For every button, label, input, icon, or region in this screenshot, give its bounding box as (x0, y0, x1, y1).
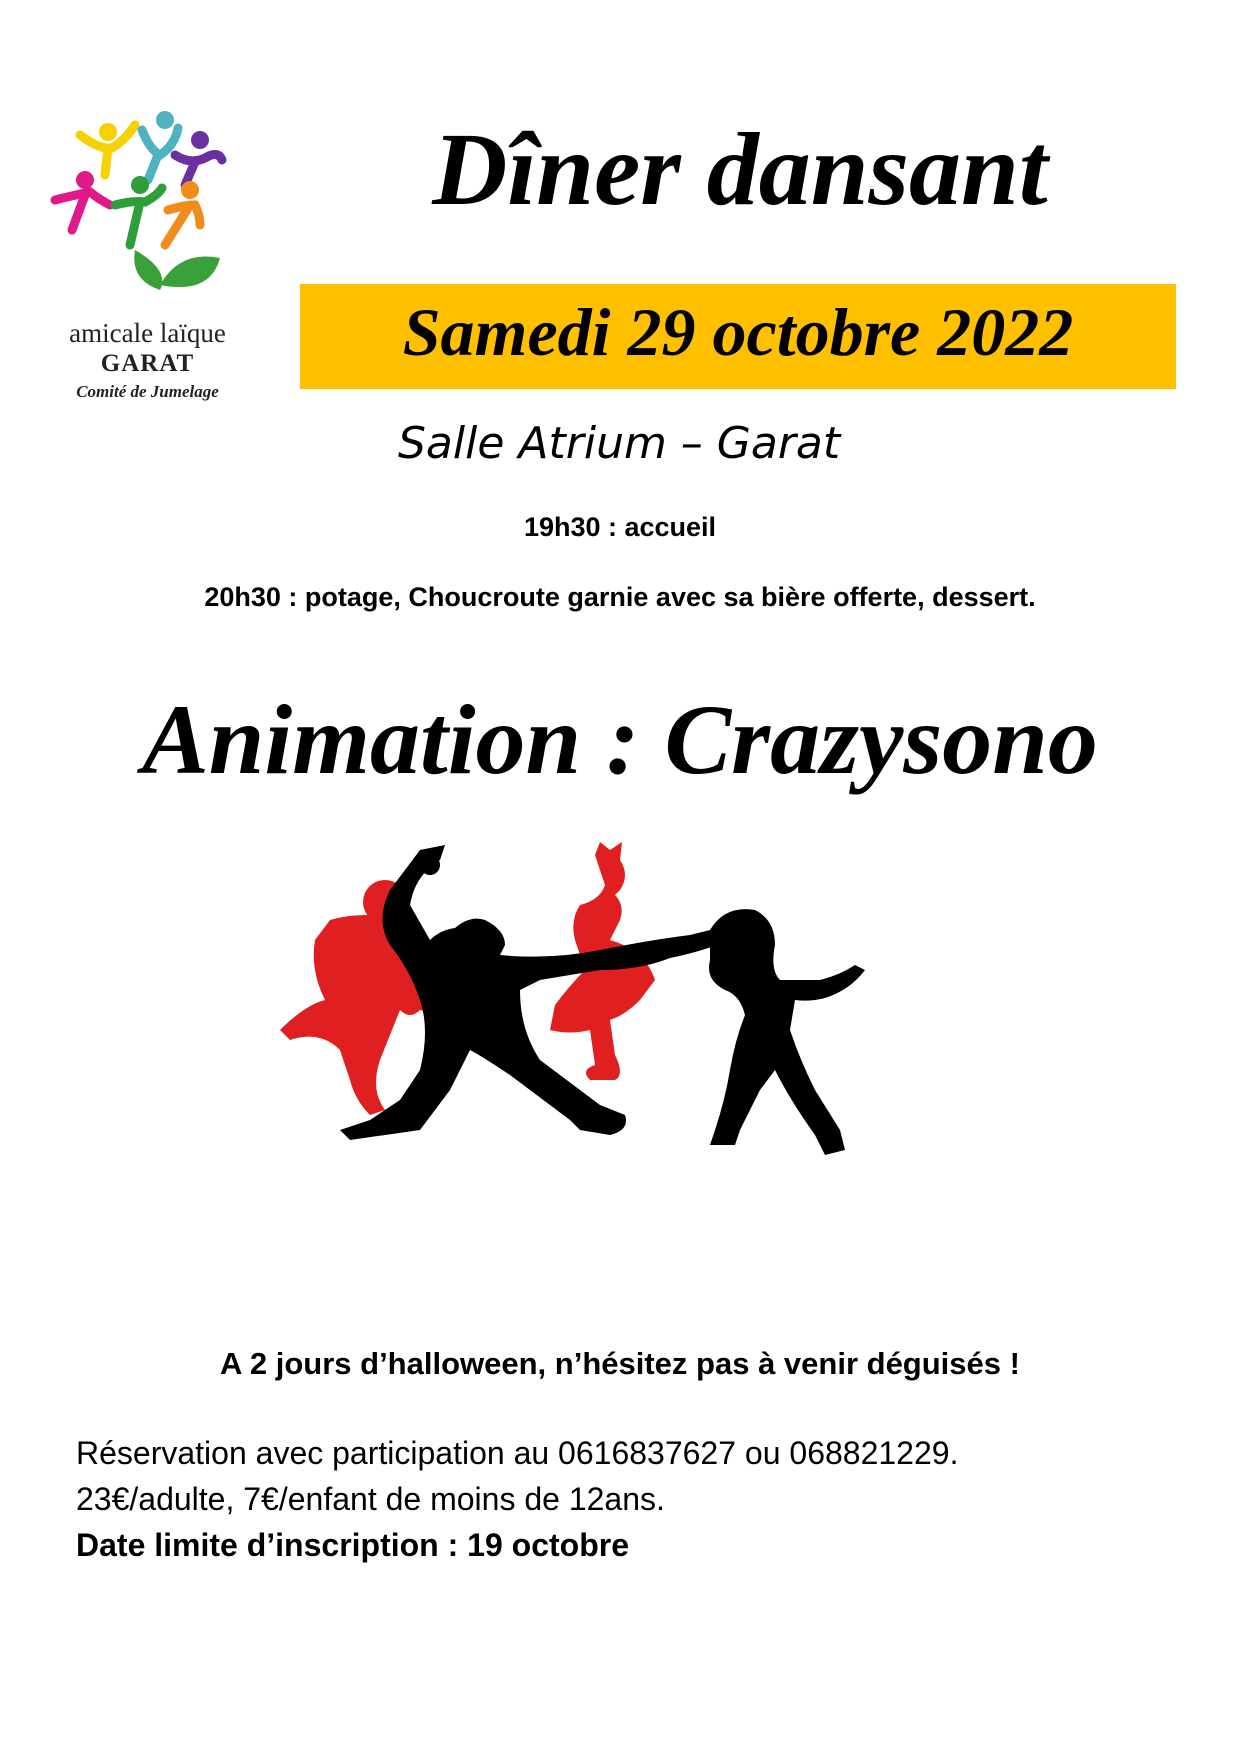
reservation-phone: Réservation avec participation au 0616837627 ou 068821229. (76, 1435, 959, 1471)
date-banner (300, 284, 1176, 389)
venue: Salle Atrium – Garat (398, 418, 841, 469)
halloween-note: A 2 jours d’halloween, n’hésitez pas à venir déguisés ! (220, 1346, 1020, 1381)
people-logo-icon (50, 110, 245, 310)
prices: 23€/adulte, 7€/enfant de moins de 12ans. (76, 1481, 665, 1517)
page-title: Dîner dansant (432, 112, 1048, 227)
logo-organization-name: amicale laïque (69, 318, 226, 348)
logo-subtitle: Comité de Jumelage (76, 382, 219, 401)
reservation-info (76, 1430, 958, 1568)
registration-deadline: Date limite d’inscription : 19 octobre (76, 1527, 629, 1563)
welcome-time: 19h30 : accueil (523, 512, 717, 542)
logo-town: GARAT (100, 350, 195, 377)
event-date: Samedi 29 octobre 2022 (402, 294, 1074, 370)
dinner-menu: 20h30 : potage, Choucroute garnie avec sa bière offerte, dessert. (204, 582, 1036, 612)
dancers-illustration (270, 830, 970, 1230)
organization-logo (40, 110, 255, 400)
animation-heading: Animation : Crazysono (142, 684, 1098, 795)
dancers-silhouette-icon (270, 830, 970, 1230)
